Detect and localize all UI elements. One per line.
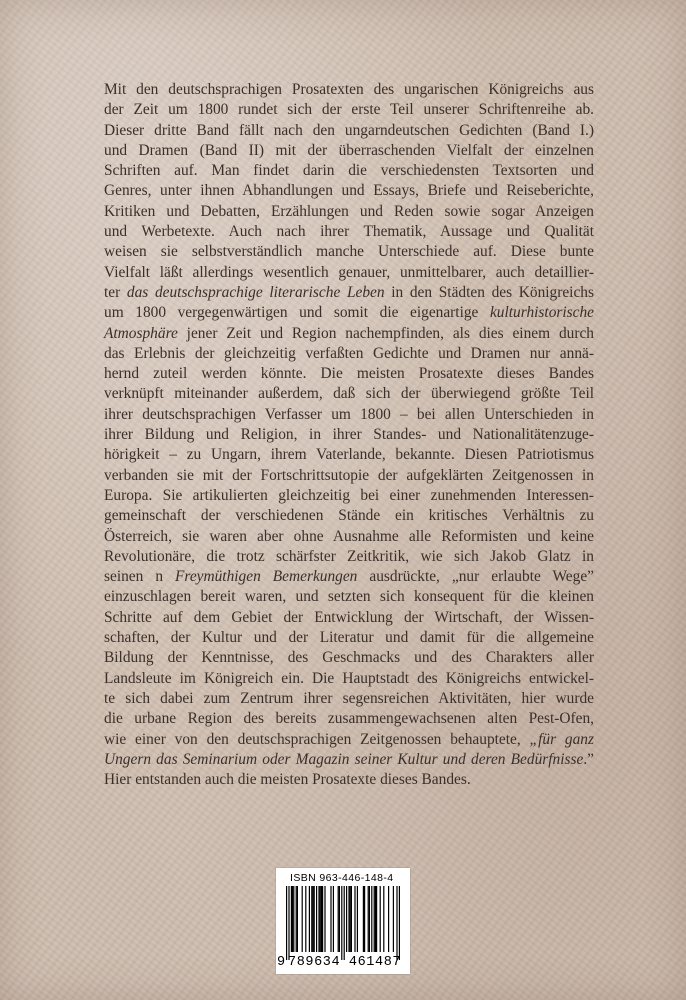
barcode-bar [311,886,312,952]
blurb-text-run: seinen n [104,568,176,586]
blurb-text-run: in den Städten des Königreichs [384,283,594,301]
blurb-line [104,648,594,668]
blurb-line [104,466,594,486]
barcode-bar [351,886,352,952]
blurb-text-run: jener Zeit und Region nachempfinden, als dies einem durch [177,324,594,342]
barcode-bar [388,886,389,952]
barcode-bar [368,886,369,952]
blurb-text-run: und Werbetexte. Auch nach ihrer Thematik, Aussage und Qualität [104,223,594,241]
blurb-line [104,730,594,750]
barcode-bar [374,886,375,952]
barcode-bar [339,886,340,952]
blurb-text-run: ihrer deutschsprachigen Verfasser um 1800 – bei allen Unterschieden in [104,405,594,423]
barcode-bar [376,886,377,952]
blurb-text-run: ihrer Bildung und Religion, in ihrer Standes- und Nationalitätenzuge- [104,426,594,444]
barcode-bar [344,886,345,960]
barcode-bar [350,886,351,952]
barcode-bar [354,886,355,952]
barcode-bar [380,886,381,952]
blurb-text-run: Landsleute im Königreich ein. Die Hauptstadt des Königreichs entwickel- [104,669,594,687]
blurb-text-run: Genres, unter ihnen Abhandlungen und Essays, Briefe und Reiseberichte, [104,182,594,200]
blurb-text-run: weisen sie selbstverständlich manche Unterschiede auf. Diese bunte [104,243,594,261]
blurb-text-run: te sich dabei zum Zentrum ihrer segensreichen Aktivitäten, hier wurde [104,689,594,707]
barcode-bar [288,886,289,960]
barcode-bar [321,886,322,952]
barcode-bar [399,886,400,960]
blurb-italic-run: Freymüthigen Bemerkungen [175,568,358,586]
barcode-bar [292,886,293,952]
blurb-text-run: wie einer von den deutschsprachigen Zeitgenossen behauptete, [104,730,530,748]
blurb-text-run: Schriften auf. Man findet darin die verschiedensten Textsorten und [104,162,594,180]
blurb-text-run: Kritiken und Debatten, Erzählungen und Reden sowie sogar Anzeigen [104,202,594,220]
blurb-line [104,628,594,648]
blurb-text-run: und Dramen (Band II) mit der überraschenden Vielfalt der einzelnen [104,141,594,159]
barcode-bar [348,886,349,952]
blurb-line [104,689,594,709]
blurb-text-run: Mit den deutschsprachigen Prosatexten des ungarischen Königreichs aus [104,81,594,98]
blurb-line [104,121,594,141]
blurb-line [104,263,594,283]
barcode-bar [341,886,342,960]
barcode-bar [396,886,397,960]
blurb-line [104,405,594,425]
barcode-bar [291,886,292,952]
barcode-bar [305,886,306,952]
blurb-text-run: Vielfalt läßt allerdings wesentlich genauer, unmittelbarer, auch detaillier- [104,263,594,281]
blurb-line [104,709,594,729]
barcode-bar [322,886,323,952]
blurb-text-run: ter [104,283,127,301]
barcode-bar [320,886,321,952]
barcode-bar [364,886,365,952]
blurb-line [104,547,594,567]
blurb-text-run: die urbane Region des bereits zusammengewachsenen alten Pest-Ofen, [104,710,594,728]
blurb-line [104,445,594,465]
blurb-text-run: gemeinschaft der verschiedenen Stände ein kritisches Verhältnis zu [104,507,594,525]
barcode-bar [357,886,358,952]
blurb-line [104,324,594,344]
blurb-text-run: Europa. Sie artikulierten gleichzeitig bei einer zunehmenden Interessen- [104,486,594,504]
blurb-line [104,161,594,181]
barcode-bar [297,886,298,952]
barcode-bar [296,886,297,952]
blurb-text-run: ausdrückte, „nur erlaubte Wege” [357,568,594,586]
blurb-line [104,364,594,384]
blurb-italic-run: das deutschsprachige literarische Leben [126,283,385,301]
blurb-line [104,242,594,262]
barcode-bar [333,886,334,952]
blurb-text-run: .” [583,750,594,768]
blurb-text-run: um 1800 vergegenwärtigen und somit die eigenartige [104,304,490,322]
blurb-line [104,303,594,323]
blurb-line [104,587,594,607]
barcode-bar [312,886,313,952]
blurb-text-run: einzuschlagen bereit waren, und setzten sich konsequent für die kleinen [104,588,594,606]
blurb-text-run: hörigkeit – zu Ungarn, ihrem Vaterlande, bekannte. Diesen Patriotismus [104,446,594,464]
barcode-bar [324,886,325,952]
barcode-bar [314,886,315,952]
blurb-line [104,567,594,587]
blurb-line [104,80,594,100]
blurb-line [104,384,594,404]
ean-lead-digit: 9 [277,955,286,970]
blurb-text-run: Bildung der Kenntnisse, des Geschmacks und des Charakters aller [104,649,594,667]
barcode-bars-icon [282,886,404,960]
blurb-text-run: Dieser dritte Band fällt nach den ungarndeutschen Gedichten (Band I.) [104,121,594,139]
blurb-italic-run: Ungern das Seminarium oder Magazin seiner Kultur und deren Bedürfnisse [104,750,584,768]
blurb-text-run: Revolutionäre, die trotz schärfster Zeitkritik, wie sich Jakob Glatz in [104,547,594,565]
blurb-line [104,202,594,222]
blurb-line [104,100,594,120]
barcode-bar [369,886,370,952]
barcode-bar [346,886,347,952]
blurb-line [104,608,594,628]
barcode-bar [338,886,339,952]
blurb-text-run: der Zeit um 1800 rundet sich der erste Teil unserer Schriftenreihe ab. [104,101,594,119]
barcode-bar [316,886,317,952]
blurb-line [104,141,594,161]
blurb-line [104,486,594,506]
barcode-bar [383,886,384,952]
blurb-line [104,527,594,547]
blurb-text-run: hernd zuteil werden könnte. Die meisten Prosatexte dieses Bandes [104,365,594,383]
barcode-bar [363,886,364,952]
blurb-italic-run: kulturhistorische [489,304,594,322]
blurb-italic-run: Atmosphäre [104,324,178,342]
blurb-line [104,222,594,242]
isbn-barcode-box [276,868,410,974]
barcode-bar [330,886,331,952]
blurb-text-run: das Erlebnis der gleichzeitig verfaßten Gedichte und Dramen nur annä- [104,344,594,362]
blurb-line [104,344,594,364]
barcode-bar [309,886,310,952]
blurb-italic-run: „für ganz [529,730,594,748]
blurb-text-run: Hier entstanden auch die meisten Prosatexte dieses Bandes. [104,771,471,789]
blurb-text-run: verbanden sie mit der Fortschrittsutopie der aufgeklärten Zeitgenossen in [104,466,594,484]
blurb-line [104,181,594,201]
blurb-line [104,506,594,526]
barcode-bar [302,886,303,952]
blurb-line [104,425,594,445]
barcode-bar [293,886,294,952]
blurb-text [104,80,594,790]
isbn-label: ISBN 963-446-148-4 [290,872,394,884]
barcode-bar [375,886,376,952]
blurb-line [104,669,594,689]
barcode-bar [393,886,394,952]
barcode-bar [371,886,372,952]
blurb-text-run: schaften, der Kultur und der Literatur und damit für die allgemeine [104,629,594,647]
ean-digits: 789634 461487 [288,955,402,970]
blurb-line [104,750,594,770]
blurb-text-run: verknüpft miteinander außerdem, daß sich der überwiegend größte Teil [104,385,594,403]
barcode-bar [318,886,319,952]
blurb-text-run: Schritte auf dem Gebiet der Entwicklung der Wirtschaft, der Wissen- [104,608,594,626]
blurb-line [104,283,594,303]
barcode-bar [286,886,287,960]
blurb-text-run: Österreich, sie waren aber ohne Ausnahme alle Reformisten und keine [104,527,594,545]
blurb-line [104,770,594,790]
